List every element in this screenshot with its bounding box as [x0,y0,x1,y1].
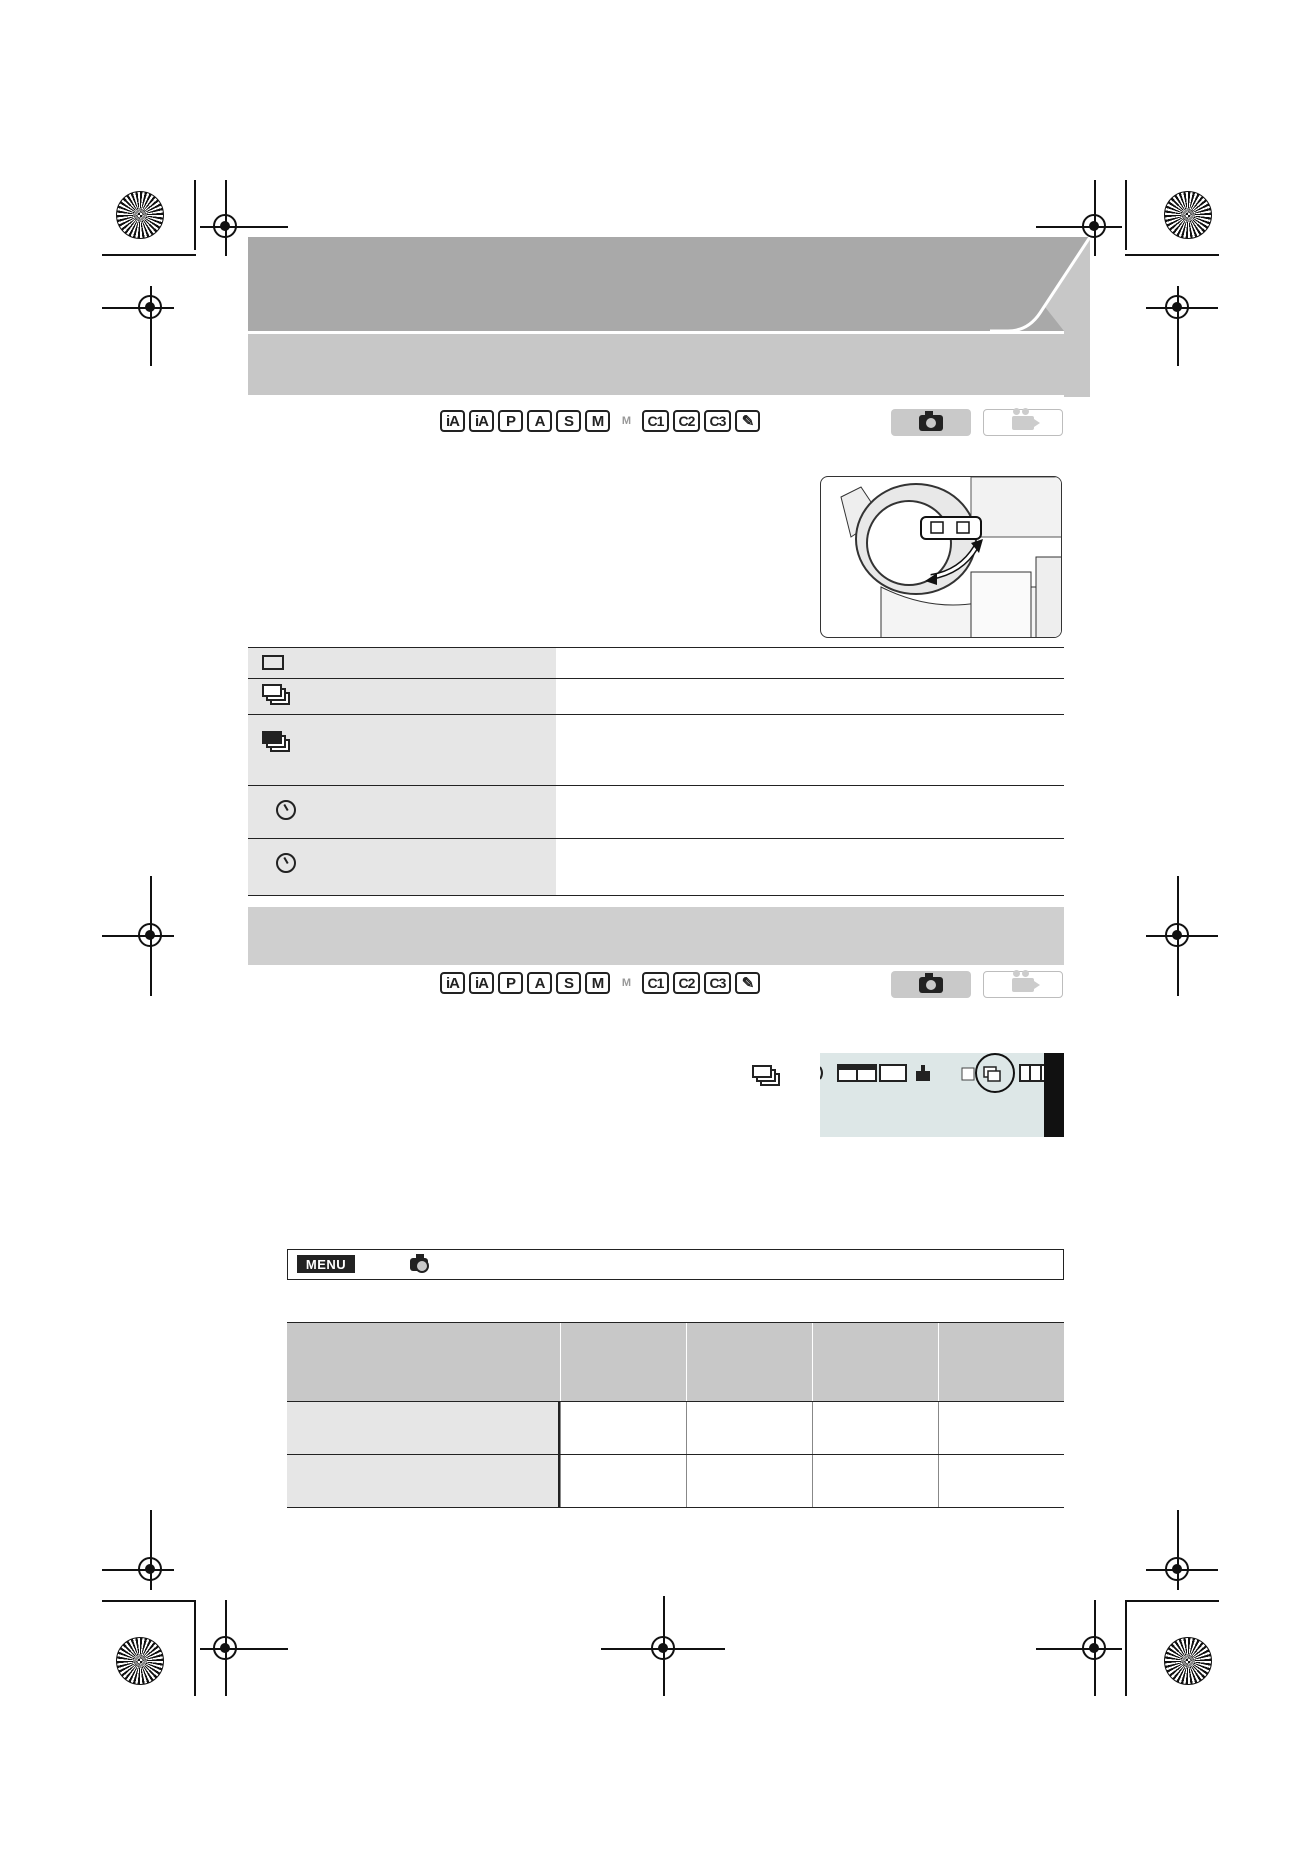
aperture-priority-icon: A [527,410,552,432]
creative-brush-icon: ✎ [735,410,760,432]
recording-mode-icons [440,972,760,994]
table-row [248,715,1064,786]
aperture-priority-icon: A [527,972,552,994]
subtitle-band [248,334,1064,395]
section-header-band [248,907,1064,965]
custom-1-icon: C1 [642,410,669,432]
title-band [248,237,1064,331]
color-target-icon [116,1637,164,1685]
camera-icon [410,1258,428,1271]
color-target-icon [1164,191,1212,239]
photo-mode-tab [891,409,971,436]
intelligent-auto-icon: iA [440,410,465,432]
menu-badge: MENU [297,1255,355,1273]
table-row [248,786,1064,839]
manual-exposure-icon: M [585,410,610,432]
settings-table [287,1322,1064,1508]
program-ae-icon: P [498,972,523,994]
table-row [248,839,1064,896]
custom-3-icon: C3 [704,972,731,994]
color-target-icon [116,191,164,239]
photo-mode-tab [891,971,971,998]
creative-video-icon: M [614,972,638,994]
intelligent-auto-plus-icon: iA [469,410,494,432]
time-lapse-icon [276,853,296,873]
video-camera-icon [1012,978,1034,992]
custom-1-icon: C1 [642,972,669,994]
table-row [248,648,1064,679]
camera-icon [919,415,943,431]
video-mode-tab [983,971,1063,998]
menu-path [287,1249,1064,1280]
table-row [287,1454,1064,1508]
video-camera-icon [1012,416,1034,430]
single-icon [262,655,284,670]
drive-mode-table [248,647,1064,896]
table-row [248,679,1064,715]
shutter-priority-icon: S [556,410,581,432]
burst-icon [752,1065,784,1089]
camera-icon [919,977,943,993]
self-timer-icon [276,800,296,820]
auto-bracket-icon [262,731,294,755]
video-mode-tab [983,409,1063,436]
program-ae-icon: P [498,410,523,432]
intelligent-auto-plus-icon: iA [469,972,494,994]
drive-dial-illustration [820,476,1062,638]
monitor-display-sample [820,1053,1064,1137]
band-divider [248,331,998,334]
custom-2-icon: C2 [673,410,700,432]
burst-icon [262,684,294,708]
color-target-icon [1164,1637,1212,1685]
table-header [287,1322,1064,1401]
custom-3-icon: C3 [704,410,731,432]
intelligent-auto-icon: iA [440,972,465,994]
recording-mode-icons [440,410,760,432]
creative-video-icon: M [614,410,638,432]
table-row [287,1401,1064,1454]
shutter-priority-icon: S [556,972,581,994]
manual-exposure-icon: M [585,972,610,994]
custom-2-icon: C2 [673,972,700,994]
creative-brush-icon: ✎ [735,972,760,994]
